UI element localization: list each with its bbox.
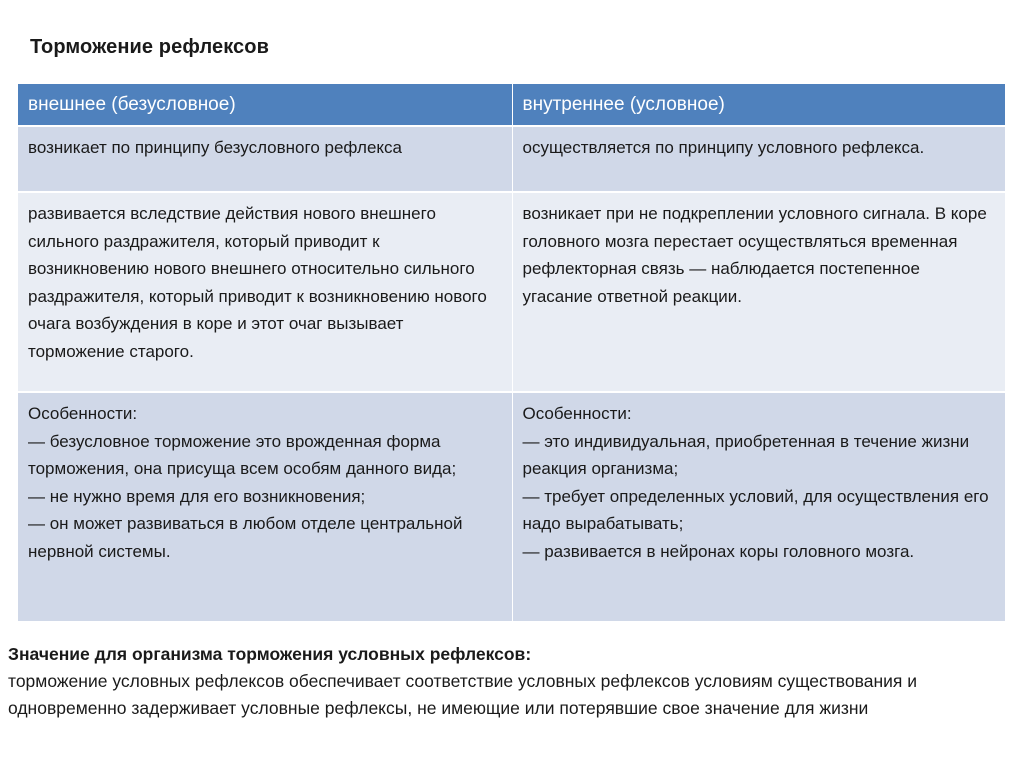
significance-text: торможение условных рефлексов обеспечивает соответствие условных рефлексов условиям существования и одновременно задерживает условные рефлексы, не имеющие или потерявшие свое значение для жизни xyxy=(8,671,918,718)
table-row xyxy=(18,126,1005,192)
feature-item: — требует определенных условий, для осуществления его надо вырабатывать; xyxy=(522,486,989,533)
comparison-table xyxy=(18,84,1006,623)
cell-external-mechanism: развивается вследствие действия нового внешнего сильного раздражителя, который приводит к возникновению нового внешнего относительно сильного раздражителя, который приводит к возникновению нового очага возбуждения в коре и этот очаг вызывает торможение старого. xyxy=(18,192,512,392)
feature-item: — не нужно время для его возникновения; xyxy=(28,486,366,506)
cell-internal-origin: осуществляется по принципу условного рефлекса. xyxy=(512,126,1005,192)
cell-external-features xyxy=(18,392,512,622)
feature-item: — безусловное торможение это врожденная форма торможения, она присуща всем особям данного вида; xyxy=(28,431,457,478)
cell-internal-features xyxy=(512,392,1005,622)
significance-heading: Значение для организма торможения условных рефлексов: xyxy=(8,644,532,664)
features-heading: Особенности: xyxy=(28,404,138,423)
table-row xyxy=(18,192,1005,392)
features-heading: Особенности: xyxy=(522,404,632,423)
significance-block xyxy=(8,641,1008,722)
slide-title: Торможение рефлексов xyxy=(30,36,269,58)
feature-item: — развивается в нейронах коры головного мозга. xyxy=(522,541,915,561)
header-internal: внутреннее (условное) xyxy=(512,84,1005,126)
table-row xyxy=(18,392,1005,622)
cell-external-origin: возникает по принципу безусловного рефлекса xyxy=(18,126,512,192)
table-header-row xyxy=(18,84,1005,126)
cell-internal-mechanism: возникает при не подкреплении условного сигнала. В коре головного мозга перестает осуществляться временная рефлекторная связь — наблюдается постепенное угасание ответной реакции. xyxy=(512,192,1005,392)
header-external: внешнее (безусловное) xyxy=(18,84,512,126)
feature-item: — это индивидуальная, приобретенная в течение жизни реакция организма; xyxy=(522,431,970,478)
feature-item: — он может развиваться в любом отделе центральной нервной системы. xyxy=(28,514,463,561)
